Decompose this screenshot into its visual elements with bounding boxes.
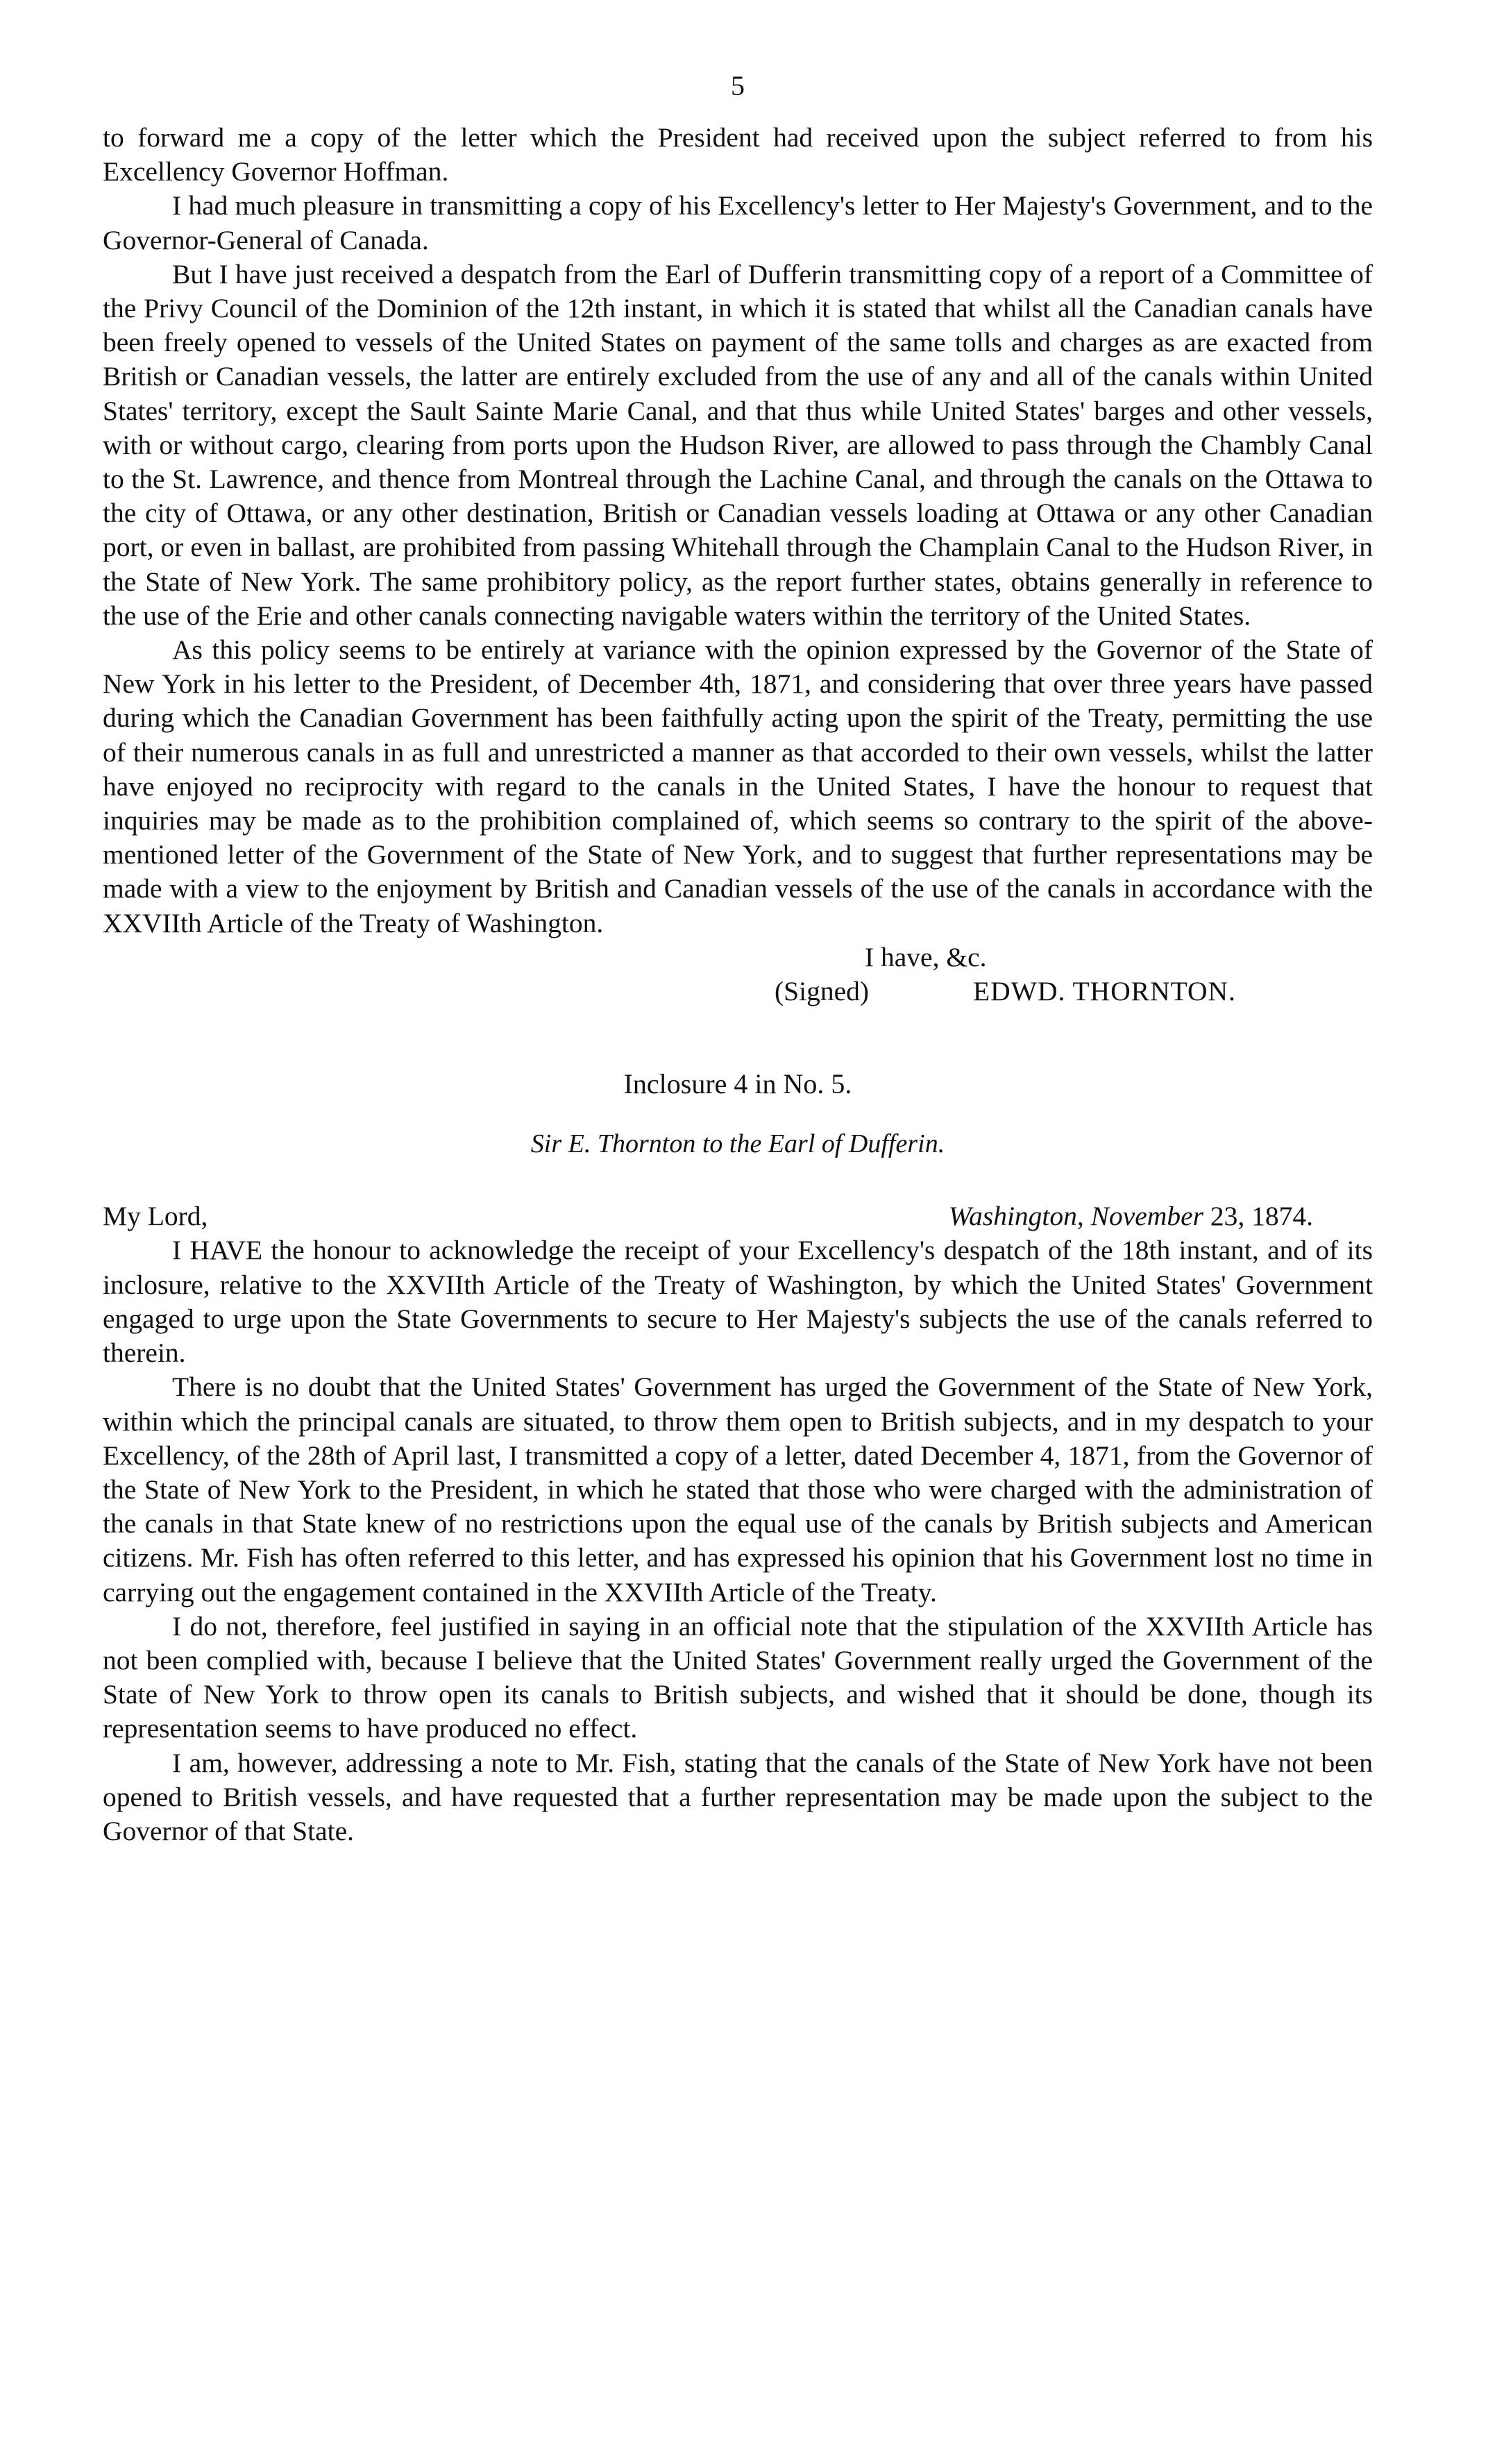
letter-thornton-to-dufferin — [103, 1199, 1373, 1848]
letter2-paragraph-3: I do not, therefore, feel justified in saying in an official note that the stipulation of the XXVIIth Article has not been complied with, because I believe that the United States' Government really urged the Government of the State of New York to throw open its canals to British subjects, and wished that it should be done, though its representation seems to have produced no effect. — [103, 1610, 1373, 1744]
letter1-paragraph-2: I had much pleasure in transmitting a copy of his Excellency's letter to Her Majesty's Government, and to the Governor-General of Canada. — [103, 190, 1373, 255]
date-place: Washington, November — [948, 1201, 1203, 1232]
letter1-paragraph-4: As this policy seems to be entirely at variance with the opinion expressed by the Governor of the State of New York in his letter to the President, of December 4th, 1871, and considering that over three years have passed during which the Canadian Government has been faithfully acting upon the spirit of the Treaty, permitting the use of their numerous canals in as full and unrestricted a manner as that accorded to their own vessels, whilst the latter have enjoyed no reciprocity with regard to the canals in the United States, I have the honour to request that inquiries may be made as to the prohibition complained of, which seems so contrary to the spirit of the above-mentioned letter of the Government of the State of New York, and to suggest that further representations may be made with a view to the enjoyment by British and Canadian vessels of the use of the canals in accordance with the XXVIIth Article of the Treaty of Washington. — [103, 634, 1373, 938]
document-page — [103, 69, 1373, 1848]
letter-date — [949, 1199, 1373, 1233]
letter1-paragraph-3: But I have just received a despatch from the Earl of Dufferin transmitting copy of a report of a Committee of the Privy Council of the Dominion of the 12th instant, in which it is stated that whilst all the Canadian canals have been freely opened to vessels of the United States on payment of the same tolls and charges as are exacted from British or Canadian vessels, the latter are entirely excluded from the use of any and all of the canals within United States' territory, except the Sault Sainte Marie Canal, and that thus while United States' barges and other vessels, with or without cargo, clearing from ports upon the Hudson River, are allowed to pass through the Chambly Canal to the St. Lawrence, and thence from Montreal through the Lachine Canal, and through the canals on the Ottawa to the city of Ottawa, or any other destination, British or Canadian vessels loading at Ottawa or any other Canadian port, or even in ballast, are prohibited from passing Whitehall through the Champlain Canal to the Hudson River, in the State of New York. The same prohibitory policy, as the report further states, obtains generally in reference to the use of the Erie and other canals connecting navigable waters within the territory of the United States. — [103, 258, 1373, 631]
letter2-paragraph-2: There is no doubt that the United States' Government has urged the Government of the State of New York, within which the principal canals are situated, to throw them open to British subjects, and in my despatch to your Excellency, of the 28th of April last, I transmitted a copy of a letter, dated December 4, 1871, from the Governor of the State of New York to the President, in which he stated that those who were charged with the administration of the canals in that State knew of no restrictions upon the equal use of the canals by British subjects and American citizens. Mr. Fish has often referred to this letter, and has expressed his opinion that his Government lost no time in carrying out the engagement contained in the XXVIIth Article of the Treaty. — [103, 1372, 1373, 1607]
letter-thornton-continued — [103, 121, 1373, 1009]
letter2-paragraph-1: I HAVE the honour to acknowledge the receipt of your Excellency's despatch of the 18th instant, and of its inclosure, relative to the XXVIIth Article of the Treaty of Washington, by which the United States' Government engaged to urge upon the State Governments to secure to Her Majesty's subjects the use of the canals referred to therein. — [103, 1235, 1373, 1369]
letter1-closing: I have, &c. — [865, 941, 987, 972]
signature-name: EDWD. THORNTON. — [973, 976, 1236, 1007]
date-day-year: 23, 1874. — [1203, 1201, 1313, 1232]
letter2-paragraph-4: I am, however, addressing a note to Mr. Fish, stating that the canals of the State of New York have not been opened to British vessels, and have requested that a further representation may be made upon the subject to the Governor of that State. — [103, 1747, 1373, 1846]
dateline — [103, 1199, 1373, 1233]
letter1-paragraph-1: to forward me a copy of the letter which the President had received upon the subject referred to from his Excellency Governor Hoffman. — [103, 122, 1373, 187]
inclosure-subheading: Sir E. Thornton to the Earl of Dufferin. — [530, 1129, 945, 1159]
signed-label: (Signed) — [775, 976, 870, 1007]
page-number: 5 — [731, 70, 745, 101]
letter1-signature-line — [103, 974, 1373, 1009]
salutation: My Lord, — [103, 1201, 208, 1232]
inclosure-heading: Inclosure 4 in No. 5. — [623, 1068, 852, 1100]
